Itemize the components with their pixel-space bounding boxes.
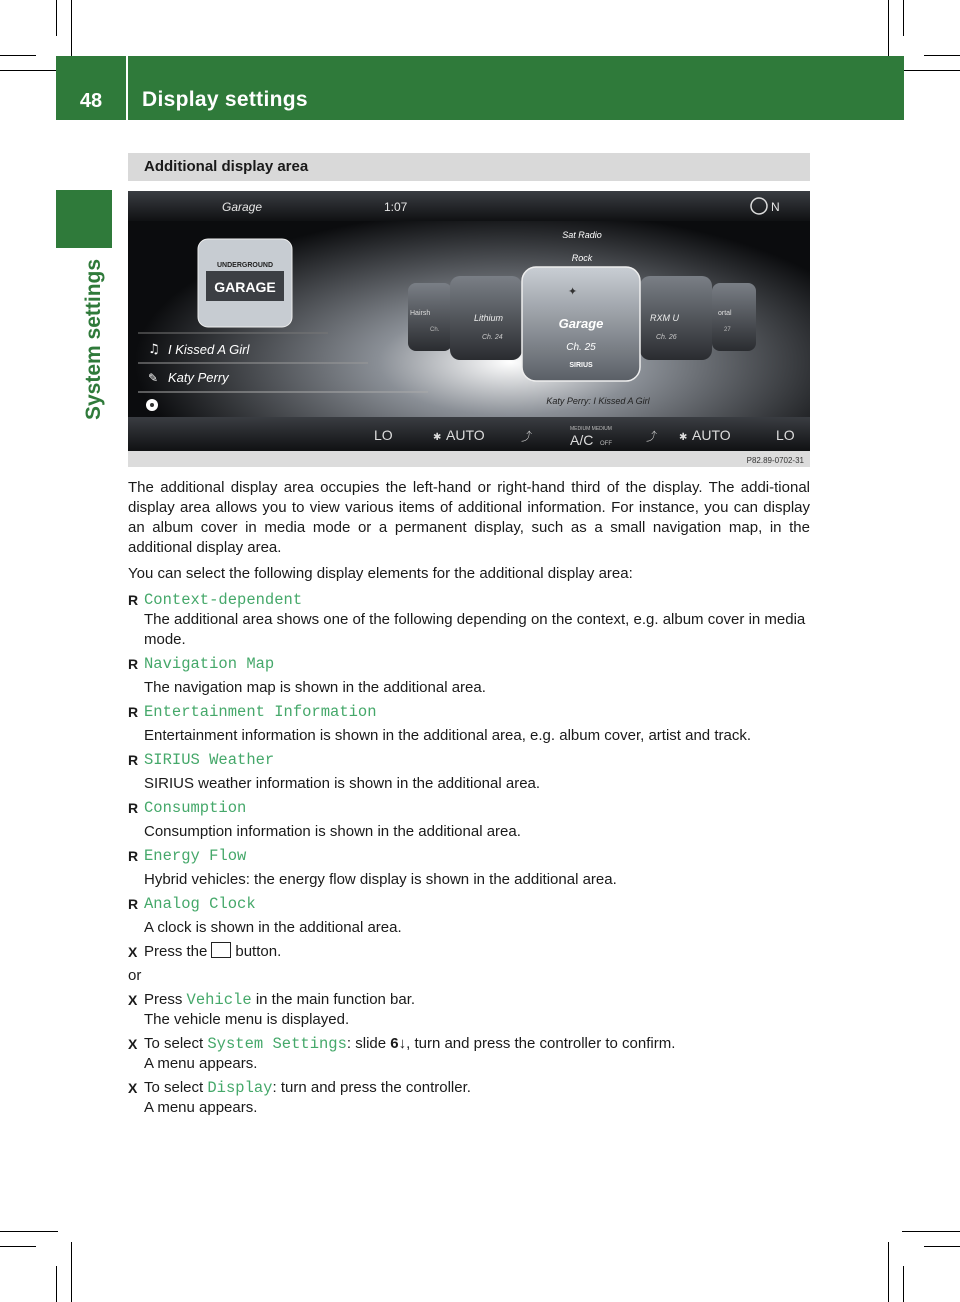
crop-mark <box>0 70 58 71</box>
channel-number: Ch. 24 <box>482 334 503 341</box>
ac-button[interactable]: A/C <box>570 432 594 448</box>
status-source: Garage <box>222 200 263 214</box>
option-label: SIRIUS Weather <box>144 751 275 769</box>
crop-mark <box>924 55 960 56</box>
step-item <box>128 1078 810 1118</box>
right-temp[interactable]: LO <box>776 427 795 443</box>
option-item <box>128 798 810 842</box>
menu-item-system-settings: System Settings <box>207 1035 347 1053</box>
ac-off-label: OFF <box>600 441 612 447</box>
body-text <box>128 478 810 1118</box>
sat-radio-label: Sat Radio <box>562 230 602 240</box>
artist-name: Katy Perry <box>168 370 229 385</box>
option-description: Hybrid vehicles: the energy flow display is shown in the additional area. <box>144 871 617 888</box>
channel-name: Garage <box>558 316 604 331</box>
channel-name: ortal <box>718 310 732 317</box>
option-item <box>128 894 810 938</box>
crop-mark <box>71 1242 72 1302</box>
crop-mark <box>924 1246 960 1247</box>
bullet: R <box>128 896 139 912</box>
crop-mark <box>902 1231 960 1232</box>
channel-name: Lithium <box>474 313 504 323</box>
crop-mark <box>0 55 36 56</box>
step-text: To select <box>144 1079 204 1096</box>
left-auto[interactable]: AUTO <box>446 427 485 443</box>
channel-number: Ch. 25 <box>566 342 596 353</box>
cover-text-main: GARAGE <box>214 279 276 295</box>
bullet: R <box>128 848 139 864</box>
option-item <box>128 654 810 698</box>
bullet: R <box>128 592 139 608</box>
step-text: : slide <box>346 1035 387 1052</box>
display-screenshot <box>128 191 810 467</box>
step-text: To select <box>144 1035 204 1052</box>
right-auto[interactable]: AUTO <box>692 427 731 443</box>
ac-medium-labels: MEDIUM MEDIUM <box>570 426 612 432</box>
crop-mark <box>902 70 960 71</box>
step-text: in the main function bar. <box>255 991 416 1008</box>
channel-number: Ch. 26 <box>656 334 677 341</box>
option-description: Consumption information is shown in the additional area. <box>144 823 521 840</box>
step-item <box>128 942 810 962</box>
option-item <box>128 702 810 746</box>
step-text: , turn and press the controller to confirm. <box>406 1035 676 1052</box>
step-result: The vehicle menu is displayed. <box>144 1011 350 1028</box>
channel-tile[interactable] <box>408 283 452 351</box>
channel-tile[interactable] <box>640 276 712 360</box>
crop-mark <box>71 0 72 60</box>
option-label: Consumption <box>144 799 247 817</box>
or-text: or <box>128 967 142 984</box>
fan-icon: ✱ <box>433 432 442 443</box>
option-label: Context-dependent <box>144 591 303 609</box>
step-marker: X <box>128 1080 138 1096</box>
satellite-icon: ✦ <box>568 285 578 298</box>
option-label: Energy Flow <box>144 847 247 865</box>
step-marker: X <box>128 1036 138 1052</box>
intro-paragraph: The additional display area occupies the left-hand or right-hand third of the display. The addi-tional display area allows you to view various items of additional information. For instance, you can display an album cover in media mode or a permanent display, such as a small navigation map, in the additional display area. <box>128 479 810 556</box>
step-marker: X <box>128 944 138 960</box>
option-label: Entertainment Information <box>144 703 377 721</box>
cover-text-top: UNDERGROUND <box>217 262 273 269</box>
step-text: : turn and press the controller. <box>272 1079 471 1096</box>
bullet: R <box>128 800 139 816</box>
step-text: Press <box>144 991 183 1008</box>
controller-slide-icon: 6↓ <box>390 1035 407 1052</box>
sirius-logo: SIRIUS <box>569 362 593 369</box>
crop-mark <box>0 1246 36 1247</box>
now-playing: Katy Perry: I Kissed A Girl <box>546 396 650 406</box>
figure-caption-bar <box>128 451 810 467</box>
option-description: A clock is shown in the additional area. <box>144 919 402 936</box>
car-button-icon <box>211 942 231 958</box>
left-temp[interactable]: LO <box>374 427 393 443</box>
track-name: I Kissed A Girl <box>168 342 250 357</box>
option-description: SIRIUS weather information is shown in the additional area. <box>144 775 541 792</box>
option-description: The navigation map is shown in the additional area. <box>144 679 486 696</box>
menu-item-display: Display <box>207 1079 273 1097</box>
step-result: A menu appears. <box>144 1055 258 1072</box>
section-title: Additional display area <box>144 158 309 175</box>
seat-icon[interactable]: ⤴ <box>646 430 657 443</box>
music-note-icon: ♫ <box>148 342 160 357</box>
page-number: 48 <box>79 90 103 112</box>
option-label: Analog Clock <box>144 895 256 913</box>
crop-mark <box>888 1242 889 1302</box>
option-item <box>128 846 810 890</box>
step-item <box>128 990 810 1030</box>
artist-icon: ✎ <box>148 371 159 385</box>
compass-heading: N <box>771 200 780 214</box>
channel-tile[interactable] <box>712 283 756 351</box>
channel-name: RXM U <box>650 313 679 323</box>
option-item <box>128 590 810 650</box>
section-heading <box>128 153 810 181</box>
genre-label: Rock <box>571 253 593 263</box>
chapter-title: Display settings <box>142 88 308 111</box>
side-tab-label: System settings <box>82 258 105 420</box>
bullet: R <box>128 704 139 720</box>
crop-mark <box>888 0 889 60</box>
channel-name: Hairsh <box>410 310 431 317</box>
step-text: button. <box>235 943 282 960</box>
bullet: R <box>128 656 139 672</box>
crop-mark <box>0 1231 58 1232</box>
step-result: A menu appears. <box>144 1099 258 1116</box>
option-label: Navigation Map <box>144 655 275 673</box>
step-text: Press the <box>144 943 208 960</box>
crop-mark <box>56 0 57 36</box>
option-description: The additional area shows one of the following depending on the context, e.g. album cover in media mode. <box>144 611 806 648</box>
crop-mark <box>903 1266 904 1302</box>
crop-mark <box>56 1266 57 1302</box>
channel-tile[interactable] <box>450 276 522 360</box>
channel-number: 27 <box>724 327 731 333</box>
select-instruction: You can select the following display elements for the additional display area: <box>128 565 633 582</box>
seat-icon[interactable]: ⤴ <box>521 430 532 443</box>
channel-number: Ch. <box>430 327 440 333</box>
side-tab-marker <box>56 190 112 248</box>
option-item <box>128 750 810 794</box>
fan-icon: ✱ <box>679 432 688 443</box>
bullet: R <box>128 752 139 768</box>
option-description: Entertainment information is shown in the additional area, e.g. album cover, artist and track. <box>144 727 751 744</box>
status-time: 1:07 <box>384 200 408 214</box>
step-marker: X <box>128 992 138 1008</box>
header-divider <box>126 56 128 120</box>
step-item <box>128 1034 810 1074</box>
figure-code: P82.89-0702-31 <box>746 456 804 465</box>
menu-item-vehicle: Vehicle <box>186 991 252 1009</box>
channel-tile-selected[interactable] <box>522 267 640 381</box>
crop-mark <box>903 0 904 36</box>
